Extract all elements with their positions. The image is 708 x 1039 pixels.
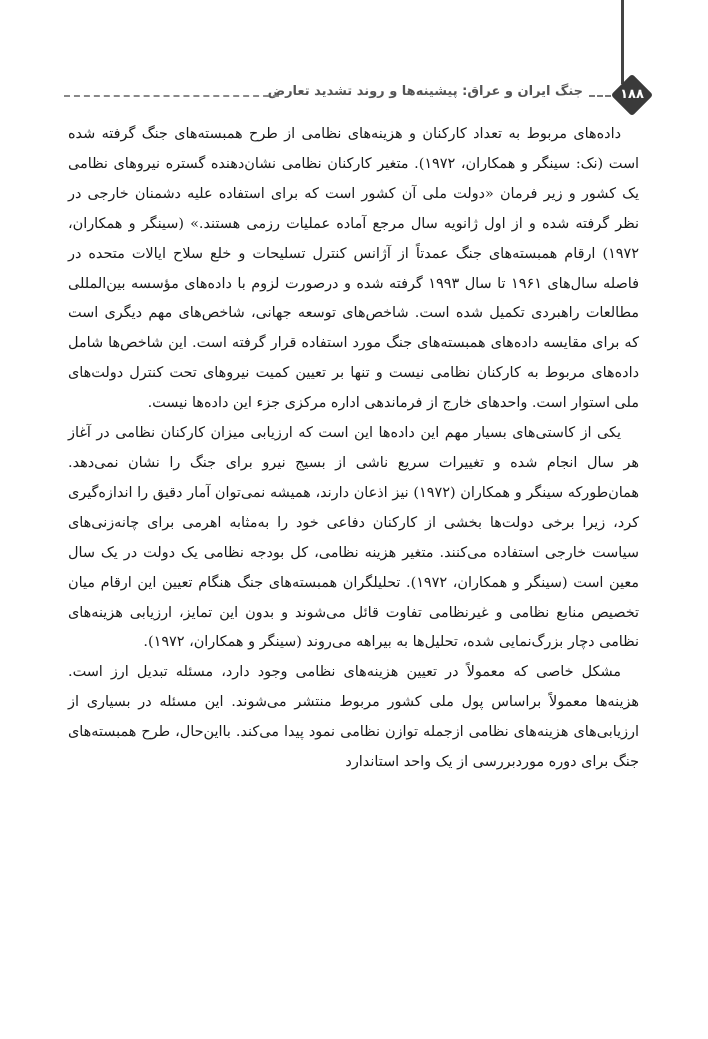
header-dash-right xyxy=(589,95,611,97)
paragraph-2: یکی از کاستی‌های بسیار مهم این داده‌ها این است که ارزیابی میزان کارکنان نظامی در آغاز هر سال انجام شده و تغییرات سریع ناشی از بسیج نیرو برای جنگ را نشان نمی‌دهد. همان‌طورکه سینگر و همکاران (۱۹۷۲) نیز اذعان دارند، همیشه نمی‌توان آمار دقیق را اندازه‌گیری کرد، زیرا برخی دولت‌ها بخشی از کارکنان دفاعی خود را به‌مثابه اهرمی برای چانه‌زنی‌های سیاست خارجی استفاده می‌کنند. متغیر هزینه نظامی، کل بودجه نظامی یک دولت در یک سال معین است (سینگر و همکاران، ۱۹۷۲). تحلیلگران همبسته‌های جنگ هنگام تعیین این ارقام میان تخصیص منابع نظامی و غیرنظامی تفاوت قائل می‌شوند و بدون این تمایز، ارزیابی هزینه‌های نظامی دچار بزرگ‌نمایی شده، تحلیل‌ها به بیراهه می‌روند (سینگر و همکاران، ۱۹۷۲). xyxy=(68,425,640,651)
running-title: جنگ ایران و عراق: پیشینه‌ها و روند تشدید تعارض xyxy=(267,84,583,99)
page-header xyxy=(64,80,647,114)
paragraph-3: مشکل خاصی که معمولاً در تعیین هزینه‌های نظامی وجود دارد، مسئله تبدیل ارز است. هزینه‌ها معمولاً براساس پول ملی کشور مربوط منتشر می‌شوند. این مسئله در بسیاری از ارزیابی‌های هزینه‌های نظامی ازجمله توازن نظامی نمود پیدا می‌کند. بااین‌حال، طرح همبسته‌های جنگ برای دوره موردبررسی از یک واحد استاندارد xyxy=(68,664,639,771)
page-number: ۱۸۸ xyxy=(620,87,644,102)
top-vertical-rule xyxy=(621,0,624,84)
body-text xyxy=(68,120,639,778)
header-dash-left xyxy=(64,95,279,97)
paragraph-1: داده‌های مربوط به تعداد کارکنان و هزینه‌های نظامی از طرح همبسته‌های جنگ گرفته شده است (نک: سینگر و همکاران، ۱۹۷۲). متغیر کارکنان نظامی نشان‌دهنده گستره نیروهای نظامی یک کشور و زیر فرمان «دولت ملی آن کشور است که برای استفاده علیه دشمنان خارجی در نظر گرفته شده و از اول ژانویه سال مرجع آماده عملیات رزمی هستند.» (سینگر و همکاران، ۱۹۷۲) ارقام همبسته‌های جنگ عمدتاً از آژانس کنترل تسلیحات و خلع سلاح ایالات متحده در فاصله سال‌های ۱۹۶۱ تا سال ۱۹۹۳ گرفته شده و درصورت لزوم با داده‌های مؤسسه بین‌المللی مطالعات راهبردی تکمیل شده است. شاخص‌های توسعه جهانی، شاخص‌های مهم دیگری است که برای مقایسه داده‌های همبسته‌های جنگ مورد استفاده قرار گرفته است. این شاخص‌ها شامل داده‌های مربوط به کارکنان نظامی نیست و تنها بر تعیین کمیت نیروهای تحت کنترل دولت‌های ملی استوار است. واحدهای خارج از فرماندهی اداره مرکزی جزء این داده‌ها نیست. xyxy=(68,126,640,412)
